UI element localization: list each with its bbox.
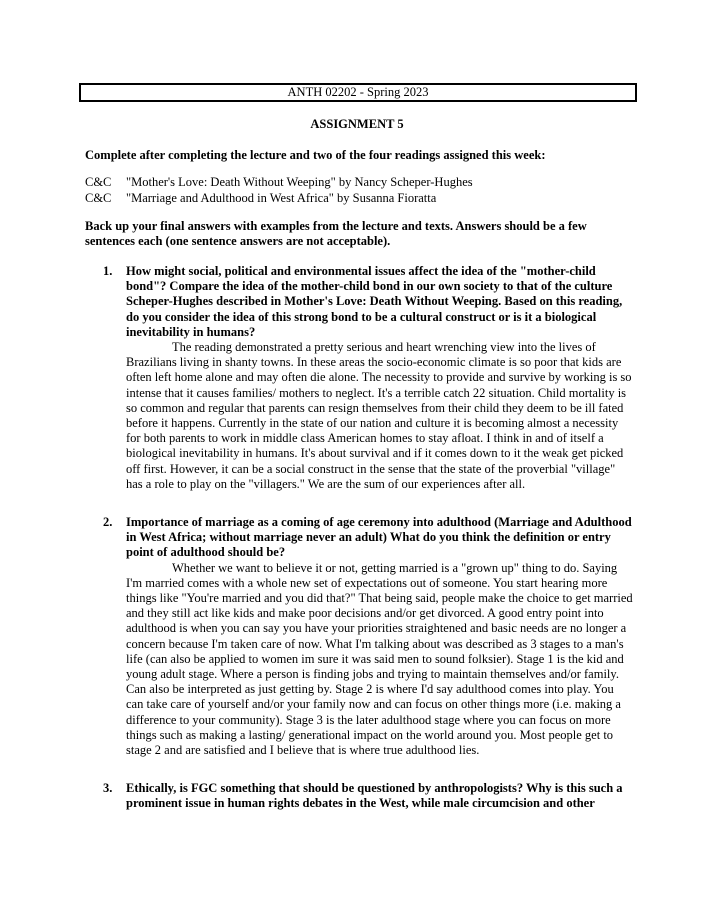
intro-instruction: Complete after completing the lecture and two of the four readings assigned this week: <box>85 148 546 162</box>
reading-item <box>85 175 645 191</box>
answer-instructions: Back up your final answers with examples from the lecture and texts. Answers should be a few sentences each (one sentence answers are not acceptable). <box>85 219 587 248</box>
question-text: Importance of marriage as a coming of age ceremony into adulthood (Marriage and Adulthood in West Africa; without marriage never an adult) What do you think the definition or entry point of adulthood should be? <box>126 515 632 560</box>
course-header: ANTH 02202 - Spring 2023 <box>79 83 637 102</box>
question-number: 2. <box>103 515 113 529</box>
question-block <box>103 264 633 492</box>
reading-item <box>85 191 645 207</box>
answer-text: Whether we want to believe it or not, getting married is a "grown up" thing to do. Saying I'm married comes with a whole new set of expectations out of someone. You start hearing more things like "You're married and you did that?" That being said, people make the choice to get married and they still act like kids and make poor decisions and/or get divorced. A good entry point into adulthood is when you can say you have your priorities straightened and basic needs are no longer a concern because I'm taken care of now. What I'm talking about was described as 3 stages to a man's life (can also be applied to women im sure it was said men to sound folksier). Stage 1 is the kid and young adult stage. Where a person is finding jobs and trying to maintain themselves and/or family. Can also be interpreted as just getting by. Stage 2 is where I'd say adulthood comes into play. You can take care of yourself and/or your family now and can focus on other things more (i.e. making a difference to your community). Stage 3 is the later adulthood stage where you can focus on more things such as making a lasting/ generational impact on the world around you. Most people get to stage 2 and are satisfied and I believe that is where true adulthood lies. <box>126 560 633 758</box>
question-number: 3. <box>103 781 113 795</box>
readings-list <box>85 175 645 206</box>
reading-tag: C&C <box>85 190 112 205</box>
question-block <box>103 515 633 758</box>
answer-text: The reading demonstrated a pretty serious and heart wrenching view into the lives of Brazilians living in shanty towns. In these areas the socio-economic climate is so poor that kids are often left home alone and may often die alone. The necessity to provide and survive by working is so intense that it causes families/ mothers to neglect. It's a terrible catch 22 situation. Child mortality is so common and regular that parents can resign themselves from their child they deem to be ill fated before it happens. Currently in the state of our nation and culture it is becoming almost a necessity for both parents to work in middle class American homes to stay afloat. I think in and of itself a biological inevitability in humans. It's about survival and if it comes down to it the weak get picked off first. However, it can be a social construct in the sense that the state of the proverbial "village" has a role to play on the "villagers." We are the sum of our experiences after all. <box>126 340 632 491</box>
reading-title: "Marriage and Adulthood in West Africa" by Susanna Fioratta <box>126 190 437 205</box>
question-block <box>103 781 633 811</box>
reading-title: "Mother's Love: Death Without Weeping" by Nancy Scheper-Hughes <box>126 175 473 189</box>
question-text: Ethically, is FGC something that should be questioned by anthropologists? Why is this such a prominent issue in human rights debates in the West, while male circumcision and other <box>126 781 623 811</box>
reading-tag: C&C <box>85 175 112 189</box>
question-number: 1. <box>103 264 113 278</box>
assignment-title: ASSIGNMENT 5 <box>310 117 404 131</box>
question-text: How might social, political and environmental issues affect the idea of the "mother-child bond"? Compare the idea of the mother-child bond in our own society to that of the culture Scheper-Hughes described in Mother's Love: Death Without Weeping. Based on this reading, do you consider the idea of this strong bond to be a cultural construct or is it a biological inevitability in humans? <box>126 264 623 339</box>
